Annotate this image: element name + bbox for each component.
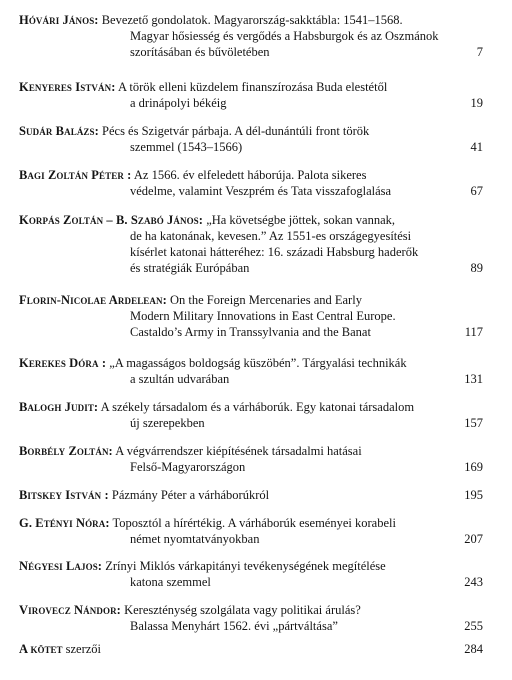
toc-entry-11 <box>19 515 483 547</box>
title-line: Castaldo’s Army in Transsylvania and the Banat <box>130 325 371 339</box>
title-line: Kereszténység szolgálata vagy politikai árulás? <box>124 603 361 617</box>
page-number: 284 <box>464 642 483 656</box>
author-name: G. Etényi Nóra: <box>19 516 110 530</box>
title-line: Modern Military Innovations in East Central Europe. <box>130 309 396 323</box>
page-number: 89 <box>470 261 483 275</box>
title-line: de ha katonának, kevesen.” Az 1551-es országegyesítési <box>130 229 412 243</box>
page-number: 195 <box>464 488 483 502</box>
title-line: A végvárrendszer kiépítésének társadalmi hatásai <box>115 444 362 458</box>
toc-entry-13 <box>19 602 483 634</box>
page-number: 41 <box>470 140 483 154</box>
page-number: 255 <box>464 619 483 633</box>
author-name: Négyesi Lajos: <box>19 559 103 573</box>
toc-entry-1 <box>19 12 483 60</box>
title-line: On the Foreign Mercenaries and Early <box>170 293 362 307</box>
page-number: 131 <box>464 372 483 386</box>
title-line: szemmel (1543–1566) <box>130 140 243 154</box>
title-line: védelme, valamint Veszprém és Tata visszafoglalása <box>130 184 392 198</box>
toc-entry-10 <box>19 487 483 503</box>
title-line: Bevezető gondolatok. Magyarország-sakktábla: 1541–1568. <box>101 13 403 27</box>
page-number: 243 <box>464 575 483 589</box>
toc-entry-7 <box>19 355 483 387</box>
author-name: Balogh Judit: <box>19 400 99 414</box>
title-line: „Ha követségbe jöttek, sokan vannak, <box>206 213 396 227</box>
page-number: 169 <box>464 460 483 474</box>
author-name: Hóvári János: <box>19 13 99 27</box>
page-number: 207 <box>464 532 483 546</box>
title-line: a szultán udvarában <box>130 372 230 386</box>
footer-label: A kötet <box>19 642 63 656</box>
author-name: Bitskey István : <box>19 488 109 502</box>
author-name: Kenyeres István: <box>19 80 116 94</box>
author-name: Korpás Zoltán – B. Szabó János: <box>19 213 204 227</box>
title-line: katona szemmel <box>130 575 211 589</box>
title-line: „A magasságos boldogság küszöbén”. Tárgyalási technikák <box>109 356 407 370</box>
author-name: Borbély Zoltán: <box>19 444 113 458</box>
toc-entry-6 <box>19 292 483 340</box>
toc-entry-authors <box>19 641 483 657</box>
author-name: Sudár Balázs: <box>19 124 99 138</box>
toc-entry-5 <box>19 212 483 276</box>
author-name: Florin-Nicolae Ardelean: <box>19 293 167 307</box>
title-line: kísérlet katonai hátteréhez: 16. századi Habsburg haderők <box>130 245 419 259</box>
author-name: Bagi Zoltán Péter : <box>19 168 132 182</box>
title-line: szorításában és bűvöletében <box>130 45 270 59</box>
title-line: Zrínyi Miklós várkapitányi tevékenységének megítélése <box>105 559 386 573</box>
title-line: A székely társadalom és a várháborúk. Egy katonai társadalom <box>100 400 415 414</box>
title-line: új szerepekben <box>130 416 205 430</box>
title-line: Pécs és Szigetvár párbaja. A dél-dunántúli front török <box>102 124 370 138</box>
title-line: Az 1566. év elfeledett háborúja. Palota sikeres <box>133 168 367 182</box>
page-number: 67 <box>470 184 483 198</box>
author-name: Virovecz Nándor: <box>19 603 121 617</box>
toc-entry-4 <box>19 167 483 199</box>
toc-entry-3 <box>19 123 483 155</box>
title-line: A török elleni küzdelem finanszírozása Buda elestétől <box>117 80 388 94</box>
toc-entry-2 <box>19 79 483 111</box>
page-number: 157 <box>464 416 483 430</box>
title-line: Balassa Menyhárt 1562. évi „pártváltása” <box>130 619 338 633</box>
page-number: 19 <box>470 96 483 110</box>
toc-entry-8 <box>19 399 483 431</box>
title-line: Magyar hősiesség és vergődés a Habsburgok és az Oszmánok <box>130 29 439 43</box>
page-number: 7 <box>476 45 483 59</box>
toc-entry-9 <box>19 443 483 475</box>
author-name: Kerekes Dóra : <box>19 356 107 370</box>
page-number: 117 <box>464 325 483 339</box>
footer-text: szerzői <box>65 642 102 656</box>
toc-entry-12 <box>19 558 483 590</box>
title-line: és stratégiák Európában <box>130 261 250 275</box>
title-line: Pázmány Péter a várháborúkról <box>111 488 270 502</box>
title-line: német nyomtatványokban <box>130 532 260 546</box>
title-line: Toposztól a hírértékig. A várháborúk eseményei korabeli <box>112 516 396 530</box>
title-line: a drinápolyi békéig <box>130 96 227 110</box>
title-line: Felső-Magyarországon <box>130 460 246 474</box>
